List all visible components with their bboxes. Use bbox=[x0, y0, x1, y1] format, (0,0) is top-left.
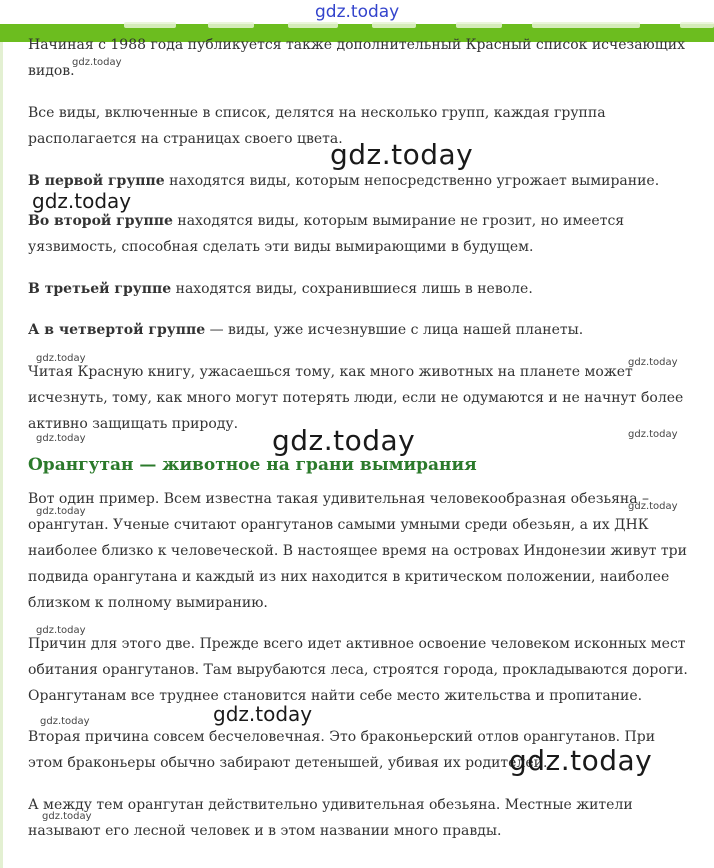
watermark: gdz.today bbox=[628, 501, 678, 512]
watermark: gdz.today bbox=[36, 353, 86, 364]
paragraph-second-reason: Вторая причина совсем бесчеловечная. Это браконьерский отлов орангутанов. При этом браконьеры обычно забирают детенышей, убивая их родителей. bbox=[28, 729, 656, 771]
paragraph-intro: Начиная с 1988 года публикуется также дополнительный Красный список исчезающих видов. bbox=[28, 37, 685, 79]
nav-item-1[interactable] bbox=[124, 22, 176, 28]
watermark: gdz.today bbox=[628, 429, 678, 440]
paragraph-example: Вот один пример. Всем известна такая удивительная человекообразная обезьяна – орангутан. Ученые считают орангутанов самыми умными среди обезьян, а их ДНК наиболее близко к человеческой. В настоящее время на островах Индонезии живут три подвида орангутана и каждый из них находится в критическом положении, наиболее близком к полному вымиранию. bbox=[28, 491, 687, 611]
group-2-label: Во второй группе bbox=[28, 213, 173, 229]
group-3-label: В третьей группе bbox=[28, 281, 172, 297]
watermark: gdz.today bbox=[72, 57, 122, 68]
watermark: gdz.today bbox=[628, 357, 678, 368]
section-heading: Орангутан — животное на грани вымирания bbox=[28, 455, 477, 475]
nav-item-2[interactable] bbox=[208, 22, 254, 28]
watermark: gdz.today bbox=[36, 506, 86, 517]
watermark: gdz.today bbox=[42, 811, 92, 822]
watermark: gdz.today bbox=[32, 189, 132, 213]
paragraph-group-2 bbox=[28, 208, 692, 260]
group-4-text: — виды, уже исчезнувшие с лица нашей планеты. bbox=[205, 322, 584, 338]
nav-item-4[interactable] bbox=[372, 22, 416, 28]
paragraph-groups: Все виды, включенные в список, делятся на несколько групп, каждая группа располагается на страницах своего цвета. bbox=[28, 105, 606, 147]
paragraph-reading: Читая Красную книгу, ужасаешься тому, как много животных на планете может исчезнуть, тому, как много могут потерять люди, если не одумаются и не начнут более активно защищать природу. bbox=[28, 364, 684, 432]
nav-item-7[interactable] bbox=[680, 22, 714, 28]
paragraph-forest-man: А между тем орангутан действительно удивительная обезьяна. Местные жители называют его лесной человек и в этом названии много правды. bbox=[28, 797, 633, 839]
group-3-text: находятся виды, сохранившиеся лишь в неволе. bbox=[171, 281, 533, 297]
site-logo[interactable]: gdz.today bbox=[315, 2, 400, 22]
paragraph-group-4 bbox=[28, 317, 692, 343]
watermark: gdz.today bbox=[509, 744, 653, 777]
nav-item-6[interactable] bbox=[532, 22, 640, 28]
nav-item-3[interactable] bbox=[288, 22, 338, 28]
group-4-label: А в четвертой группе bbox=[28, 322, 206, 338]
watermark: gdz.today bbox=[40, 716, 90, 727]
group-1-text: находятся виды, которым непосредственно угрожает вымирание. bbox=[164, 173, 660, 189]
paragraph-reasons: Причин для этого две. Прежде всего идет активное освоение человеком исконных мест обитания орангутанов. Там вырубаются леса, строятся города, прокладываются дороги. Орангутанам все труднее становится найти себе место жительства и пропитание. bbox=[28, 636, 688, 704]
watermark: gdz.today bbox=[330, 138, 474, 171]
group-2-text: находятся виды, которым вымирание не грозит, но имеется уязвимость, способная сделать эти виды вымирающими в будущем. bbox=[28, 213, 625, 255]
watermark: gdz.today bbox=[36, 625, 86, 636]
paragraph-group-3 bbox=[28, 276, 692, 302]
nav-item-5[interactable] bbox=[456, 22, 502, 28]
watermark: gdz.today bbox=[272, 424, 416, 457]
left-border bbox=[0, 42, 3, 868]
group-1-label: В первой группе bbox=[28, 173, 165, 189]
watermark: gdz.today bbox=[36, 433, 86, 444]
watermark: gdz.today bbox=[213, 702, 313, 726]
